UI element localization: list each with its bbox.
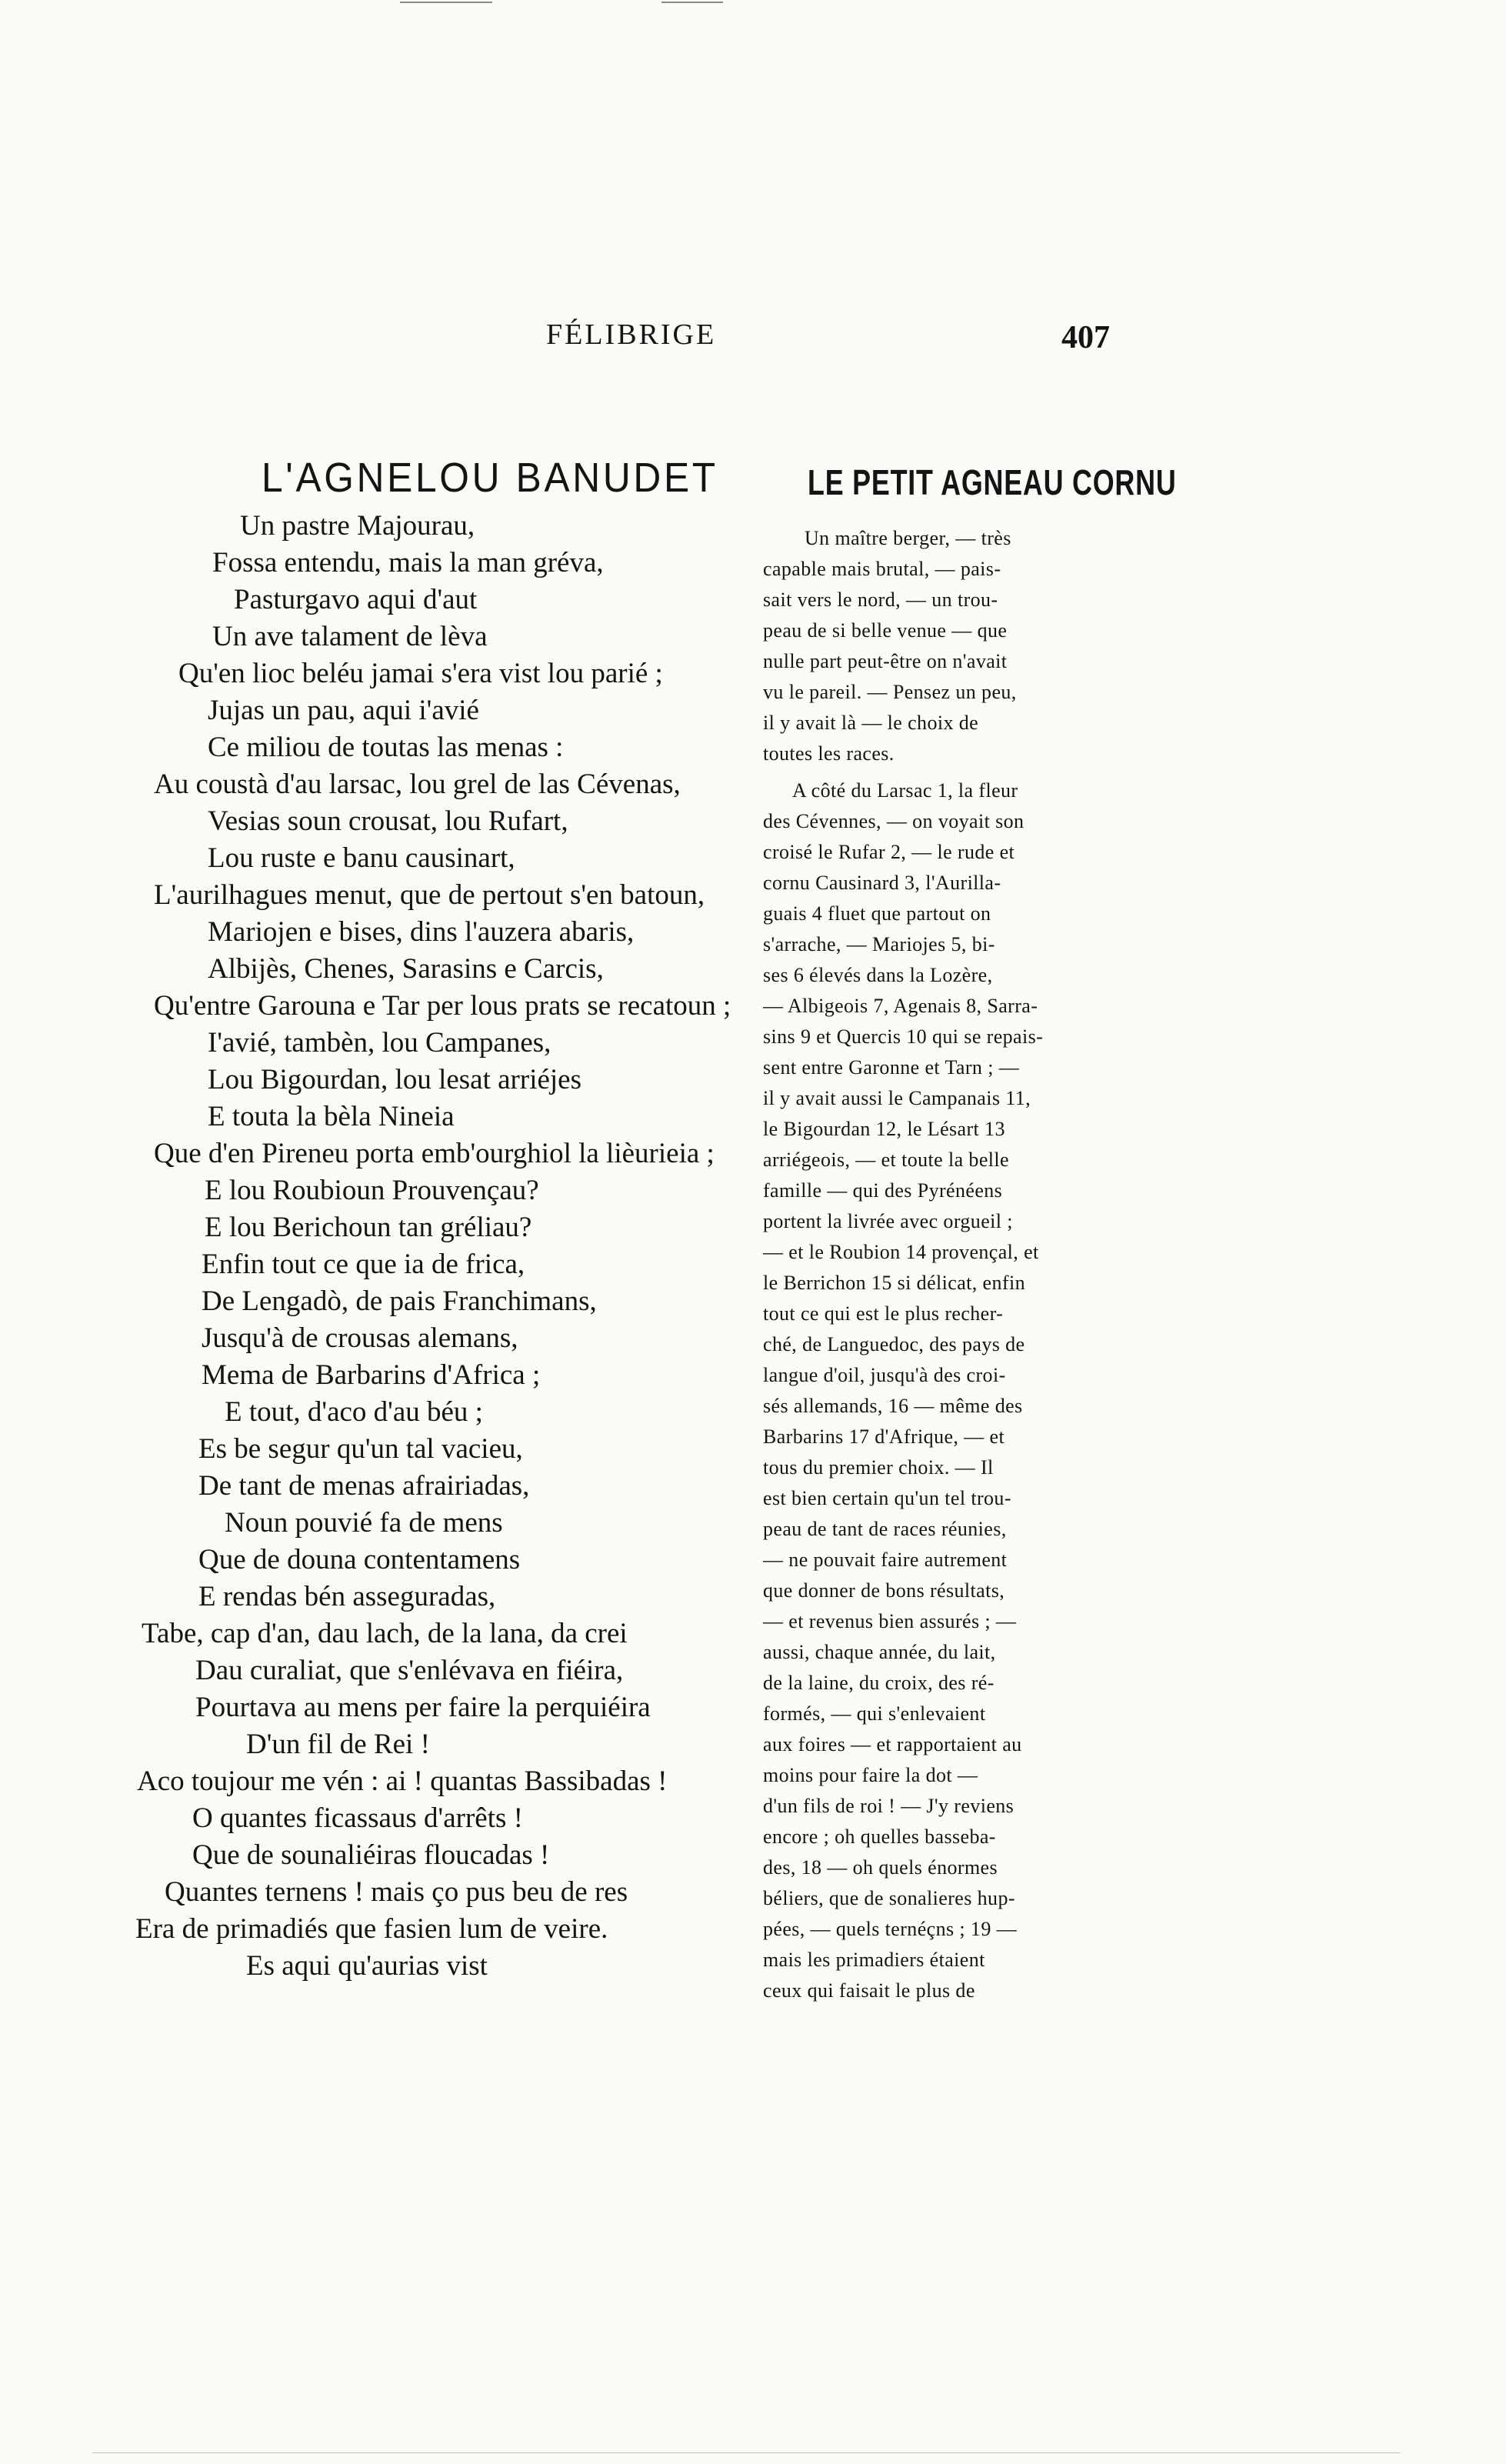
translation-line: tout ce qui est le plus recher- xyxy=(763,1302,1004,1325)
translation-line: Barbarins 17 d'Afrique, — et xyxy=(763,1425,1005,1448)
translation-line: de la laine, du croix, des ré- xyxy=(763,1672,995,1694)
translation-line: langue d'oil, jusqu'à des croi- xyxy=(763,1364,1006,1386)
poem-line: Enfin tout ce que ia de frica, xyxy=(202,1249,525,1280)
poem-line: E lou Berichoun tan gréliau? xyxy=(205,1212,532,1243)
translation-line: famille — qui des Pyrénéens xyxy=(763,1179,1003,1202)
translation-line: cornu Causinard 3, l'Aurilla- xyxy=(763,872,1001,894)
translation-line: moins pour faire la dot — xyxy=(763,1764,978,1786)
translation-line: des, 18 — oh quels énormes xyxy=(763,1856,998,1879)
translation-line: formés, — qui s'enlevaient xyxy=(763,1702,986,1725)
poem-line: Aco toujour me vén : ai ! quantas Bassibadas ! xyxy=(137,1765,668,1797)
scan-artifact-bottom xyxy=(92,2452,1400,2453)
poem-line: Mema de Barbarins d'Africa ; xyxy=(202,1359,541,1391)
running-title: FÉLIBRIGE xyxy=(546,318,717,351)
poem-line: Au coustà d'au larsac, lou grel de las Cévenas, xyxy=(154,769,681,800)
poem-line: Noun pouvié fa de mens xyxy=(225,1507,503,1539)
translation-line: ses 6 élevés dans la Lozère, xyxy=(763,964,993,986)
poem-line: Albijès, Chenes, Sarasins e Carcis, xyxy=(208,953,604,985)
translation-line: A côté du Larsac 1, la fleur xyxy=(792,779,1018,802)
translation-line: encore ; oh quelles basseba- xyxy=(763,1825,996,1848)
translation-line: peau de tant de races réunies, xyxy=(763,1518,1007,1540)
poem-line: De Lengadò, de pais Franchimans, xyxy=(202,1285,597,1317)
poem-line: E touta la bèla Nineia xyxy=(208,1101,455,1132)
poem-line: Jusqu'à de crousas alemans, xyxy=(202,1322,518,1354)
page-header xyxy=(0,312,1506,358)
scan-artifact-top xyxy=(661,2,723,3)
poem-line: Un ave talament de lèva xyxy=(212,621,488,652)
poem-line: E lou Roubioun Prouvençau? xyxy=(205,1175,539,1206)
translation-line: ché, de Languedoc, des pays de xyxy=(763,1333,1025,1355)
translation-line: capable mais brutal, — pais- xyxy=(763,558,1001,580)
translation-line: — ne pouvait faire autrement xyxy=(763,1549,1008,1571)
poem-line: Lou Bigourdan, lou lesat arriéjes xyxy=(208,1064,582,1095)
poem-line: Pasturgavo aqui d'aut xyxy=(234,584,478,615)
poem-line: Dau curaliat, que s'enlévava en fiéira, xyxy=(195,1655,624,1686)
translation-line: sins 9 et Quercis 10 qui se repais- xyxy=(763,1025,1044,1048)
translation-line: aux foires — et rapportaient au xyxy=(763,1733,1022,1755)
poem-line: Vesias soun crousat, lou Rufart, xyxy=(208,805,568,837)
translation-line: Un maître berger, — très xyxy=(805,527,1011,549)
translation-line: — et le Roubion 14 provençal, et xyxy=(763,1241,1039,1263)
poem-line: L'aurilhagues menut, que de pertout s'en batoun, xyxy=(154,879,705,911)
translation-title: LE PETIT AGNEAU CORNU xyxy=(808,462,1177,502)
poem-line: D'un fil de Rei ! xyxy=(246,1729,430,1760)
translation-line: s'arrache, — Mariojes 5, bi- xyxy=(763,933,995,955)
translation-line: est bien certain qu'un tel trou- xyxy=(763,1487,1011,1509)
translation-line: — Albigeois 7, Agenais 8, Sarra- xyxy=(763,995,1038,1017)
poem-line: Es aqui qu'aurias vist xyxy=(246,1950,488,1982)
poem-line: O quantes ficassaus d'arrêts ! xyxy=(192,1802,523,1834)
poem-line: Pourtava au mens per faire la perquiéira xyxy=(195,1692,651,1723)
poem-line: E tout, d'aco d'au béu ; xyxy=(225,1396,483,1428)
translation-line: aussi, chaque année, du lait, xyxy=(763,1641,996,1663)
translation-line: mais les primadiers étaient xyxy=(763,1949,985,1971)
poem-line: I'avié, tambèn, lou Campanes, xyxy=(208,1027,551,1059)
translation-line: tous du premier choix. — Il xyxy=(763,1456,994,1479)
poem-line: Un pastre Majourau, xyxy=(240,510,475,542)
poem-line: Tabe, cap d'an, dau lach, de la lana, da crei xyxy=(142,1618,628,1649)
page-number: 407 xyxy=(1061,320,1110,355)
translation-line: ceux qui faisait le plus de xyxy=(763,1979,975,2002)
scan-artifact-top xyxy=(400,2,492,3)
poem-line: E rendas bén asseguradas, xyxy=(198,1581,496,1612)
poem-line: Fossa entendu, mais la man gréva, xyxy=(212,547,604,578)
poem-line: Qu'entre Garouna e Tar per lous prats se recatoun ; xyxy=(154,990,731,1022)
poem-line: Era de primadiés que fasien lum de veire. xyxy=(135,1913,608,1945)
poem-line: Mariojen e bises, dins l'auzera abaris, xyxy=(208,916,635,948)
poem-line: Es be segur qu'un tal vacieu, xyxy=(198,1433,523,1465)
translation-line: portent la livrée avec orgueil ; xyxy=(763,1210,1013,1232)
poem-line: Qu'en lioc beléu jamai s'era vist lou parié ; xyxy=(178,658,663,689)
translation-line: sés allemands, 16 — même des xyxy=(763,1395,1023,1417)
poem-line: De tant de menas afrairiadas, xyxy=(198,1470,530,1502)
translation-line: des Cévennes, — on voyait son xyxy=(763,810,1025,832)
translation-line: arriégeois, — et toute la belle xyxy=(763,1149,1009,1171)
poem-line: Que d'en Pireneu porta emb'ourghiol la lièurieia ; xyxy=(154,1138,715,1169)
translation-line: croisé le Rufar 2, — le rude et xyxy=(763,841,1015,863)
poem-line: Ce miliou de toutas las menas : xyxy=(208,732,564,763)
translation-line: il y avait aussi le Campanais 11, xyxy=(763,1087,1031,1109)
translation-line: béliers, que de sonalieres hup- xyxy=(763,1887,1015,1909)
translation-line: d'un fils de roi ! — J'y reviens xyxy=(763,1795,1015,1817)
translation-line: toutes les races. xyxy=(763,742,895,765)
poem-line: Que de douna contentamens xyxy=(198,1544,521,1575)
poem-title: L'AGNELOU BANUDET xyxy=(262,455,718,501)
translation-line: sent entre Garonne et Tarn ; — xyxy=(763,1056,1020,1079)
translation-line: il y avait là — le choix de xyxy=(763,712,979,734)
translation-line: vu le pareil. — Pensez un peu, xyxy=(763,681,1017,703)
translation-line: sait vers le nord, — un trou- xyxy=(763,588,998,611)
translation-line: guais 4 fluet que partout on xyxy=(763,902,991,925)
translation-line: nulle part peut-être on n'avait xyxy=(763,650,1008,672)
poem-line: Que de sounaliéiras floucadas ! xyxy=(192,1839,550,1871)
poem-line: Quantes ternens ! mais ço pus beu de res xyxy=(165,1876,628,1908)
translation-line: le Berrichon 15 si délicat, enfin xyxy=(763,1272,1025,1294)
translation-line: que donner de bons résultats, xyxy=(763,1579,1005,1602)
poem-line: Jujas un pau, aqui i'avié xyxy=(208,695,479,726)
translation-line: peau de si belle venue — que xyxy=(763,619,1008,642)
translation-line: pées, — quels ternéçns ; 19 — xyxy=(763,1918,1018,1940)
translation-line: le Bigourdan 12, le Lésart 13 xyxy=(763,1118,1005,1140)
translation-line: — et revenus bien assurés ; — xyxy=(763,1610,1017,1632)
poem-line: Lou ruste e banu causinart, xyxy=(208,842,515,874)
